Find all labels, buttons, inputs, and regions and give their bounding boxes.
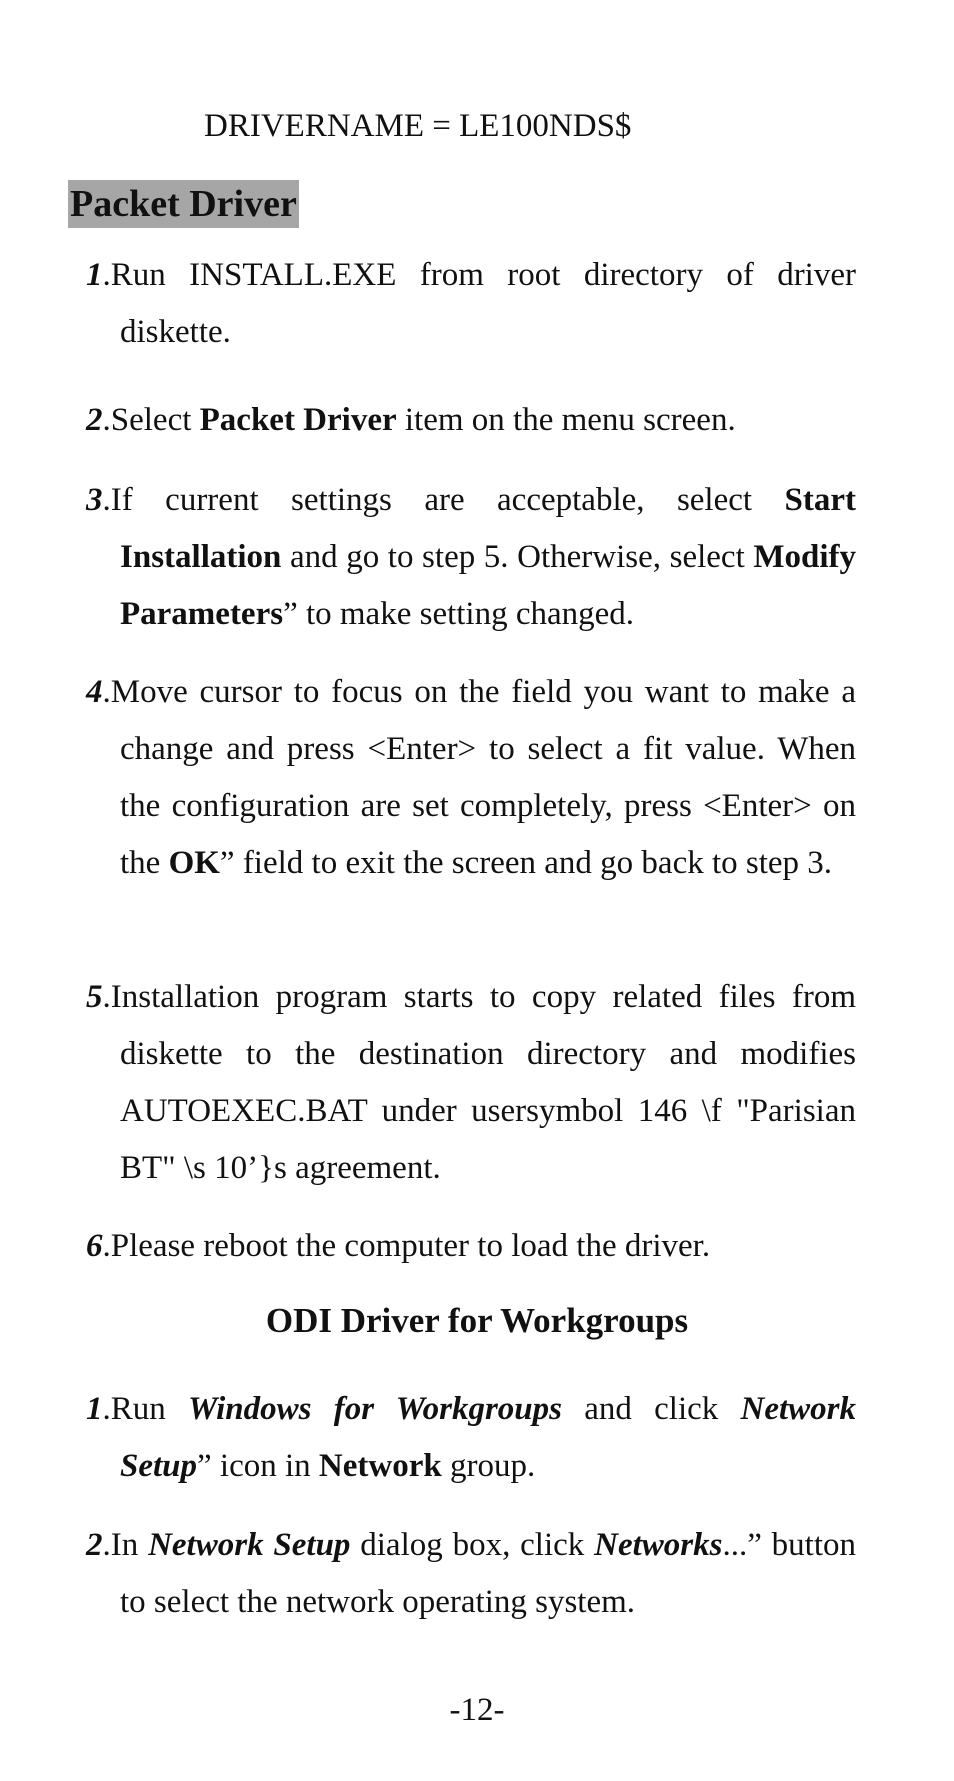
drivername-line: DRIVERNAME = LE100NDS$ (204, 108, 632, 144)
step-number: 4 (86, 674, 103, 710)
step-text-bold: Start Installation (120, 482, 856, 575)
step-number: 3 (86, 482, 103, 518)
step-text: .Move cursor to focus on the field you want to make a change and press <Enter> to select a fit value. When the configuration are set completely, press <Enter> on the (102, 674, 856, 881)
packet-step-4 (86, 664, 856, 892)
step-text: .Select (102, 402, 200, 438)
step-text-bold-italic: Network Setup (120, 1391, 856, 1484)
packet-driver-heading: Packet Driver (68, 180, 299, 228)
step-text: group. (441, 1448, 536, 1484)
step-text: ” to make setting changed. (283, 596, 635, 632)
step-text: ” field to exit the screen and go back to step 3. (219, 845, 833, 881)
packet-step-6 (86, 1218, 856, 1275)
step-number: 5 (86, 979, 103, 1015)
step-text: ...” button to select the network operating system. (120, 1527, 857, 1620)
step-text: .Run (102, 1391, 189, 1427)
packet-step-1 (86, 247, 856, 361)
step-text: .Please reboot the computer to load the driver. (102, 1228, 711, 1264)
step-text: .Run INSTALL.EXE from root directory of driver diskette. (102, 257, 856, 350)
packet-step-2 (86, 392, 856, 449)
step-text-bold-italic: Networks (594, 1527, 723, 1563)
step-number: 1 (86, 1391, 103, 1427)
step-text-bold: OK (168, 845, 220, 881)
step-text: ” icon in (197, 1448, 319, 1484)
step-text-bold-italic: Network Setup (148, 1527, 351, 1563)
step-text: .Installation program starts to copy related files from diskette to the destination directory and modifies AUTOEXEC.BAT under usersymbol 146 \f "Parisian BT" \s 10’}s agreement. (102, 979, 856, 1186)
packet-step-5 (86, 969, 856, 1197)
step-number: 2 (86, 402, 103, 438)
odi-step-1 (86, 1381, 856, 1495)
step-text-bold: Network (318, 1448, 442, 1484)
step-text: .In (102, 1527, 149, 1563)
step-text: and click (562, 1391, 741, 1427)
step-text-bold-italic: Windows for Workgroups (188, 1391, 562, 1427)
step-text: .If current settings are acceptable, select (102, 482, 785, 518)
packet-step-3 (86, 472, 856, 643)
step-text: dialog box, click (350, 1527, 595, 1563)
step-text: item on the menu screen. (396, 402, 736, 438)
step-text-bold: Modify Parameters (120, 539, 856, 632)
step-number: 6 (86, 1228, 103, 1264)
step-text: and go to step 5. Otherwise, select (281, 539, 754, 575)
odi-driver-heading: ODI Driver for Workgroups (265, 1301, 689, 1340)
odi-step-2 (86, 1517, 856, 1631)
step-number: 2 (86, 1527, 103, 1563)
page-number: -12- (449, 1692, 505, 1728)
step-text-bold: Packet Driver (199, 402, 397, 438)
step-number: 1 (86, 257, 103, 293)
